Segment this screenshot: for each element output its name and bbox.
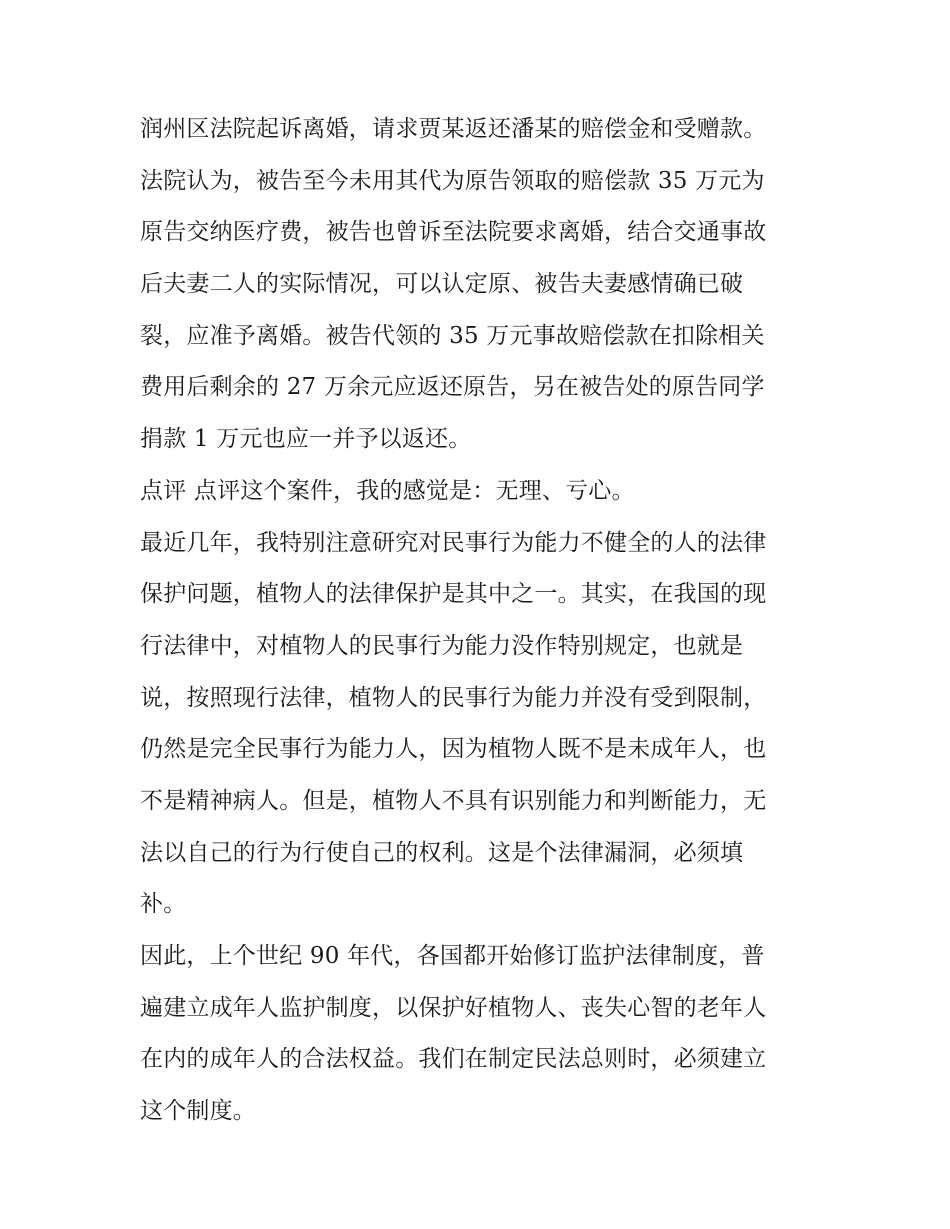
- text-line: 法院认为，被告至今未用其代为原告领取的赔偿款 35 万元为: [140, 167, 765, 194]
- text-line: 这个制度。: [140, 1098, 256, 1125]
- text-line: 不是精神病人。但是，植物人不具有识别能力和判断能力，无: [140, 787, 767, 814]
- text-line: 补。: [140, 891, 187, 918]
- text-line: 因此，上个世纪 90 年代，各国都开始修订监护法律制度，普: [140, 943, 765, 969]
- text-line: 裂，应准予离婚。被告代领的 35 万元事故赔偿款在扣除相关: [140, 322, 765, 349]
- text-line: 后夫妻二人的实际情况，可以认定原、被告夫妻感情确已破: [140, 271, 744, 298]
- text-line: 保护问题，植物人的法律保护是其中之一。其实，在我国的现: [140, 581, 767, 608]
- text-line: 最近几年，我特别注意研究对民事行为能力不健全的人的法律: [140, 529, 767, 556]
- text-line: 遍建立成年人监护制度，以保护好植物人、丧失心智的老年人: [140, 994, 767, 1021]
- text-line: 说，按照现行法律，植物人的民事行为能力并没有受到限制，: [140, 684, 767, 711]
- text-line: 行法律中，对植物人的民事行为能力没作特别规定，也就是: [140, 632, 744, 659]
- text-line: 捐款 1 万元也应一并予以返还。: [140, 426, 472, 453]
- text-line: 润州区法院起诉离婚，请求贾某返还潘某的赔偿金和受赠款。: [140, 116, 767, 142]
- text-line: 在内的成年人的合法权益。我们在制定民法总则时，必须建立: [140, 1046, 767, 1073]
- text-line: 法以自己的行为行使自己的权利。这是个法律漏洞，必须填: [140, 839, 744, 866]
- text-line: 费用后剩余的 27 万余元应返还原告，另在被告处的原告同学: [140, 374, 765, 401]
- text-line: 仍然是完全民事行为能力人，因为植物人既不是未成年人，也: [140, 736, 767, 763]
- text-line: 原告交纳医疗费，被告也曾诉至法院要求离婚，结合交通事故: [140, 219, 767, 246]
- document-body: [140, 104, 816, 1138]
- text-line: 点评 点评这个案件，我的感觉是：无理、亏心。: [140, 477, 635, 504]
